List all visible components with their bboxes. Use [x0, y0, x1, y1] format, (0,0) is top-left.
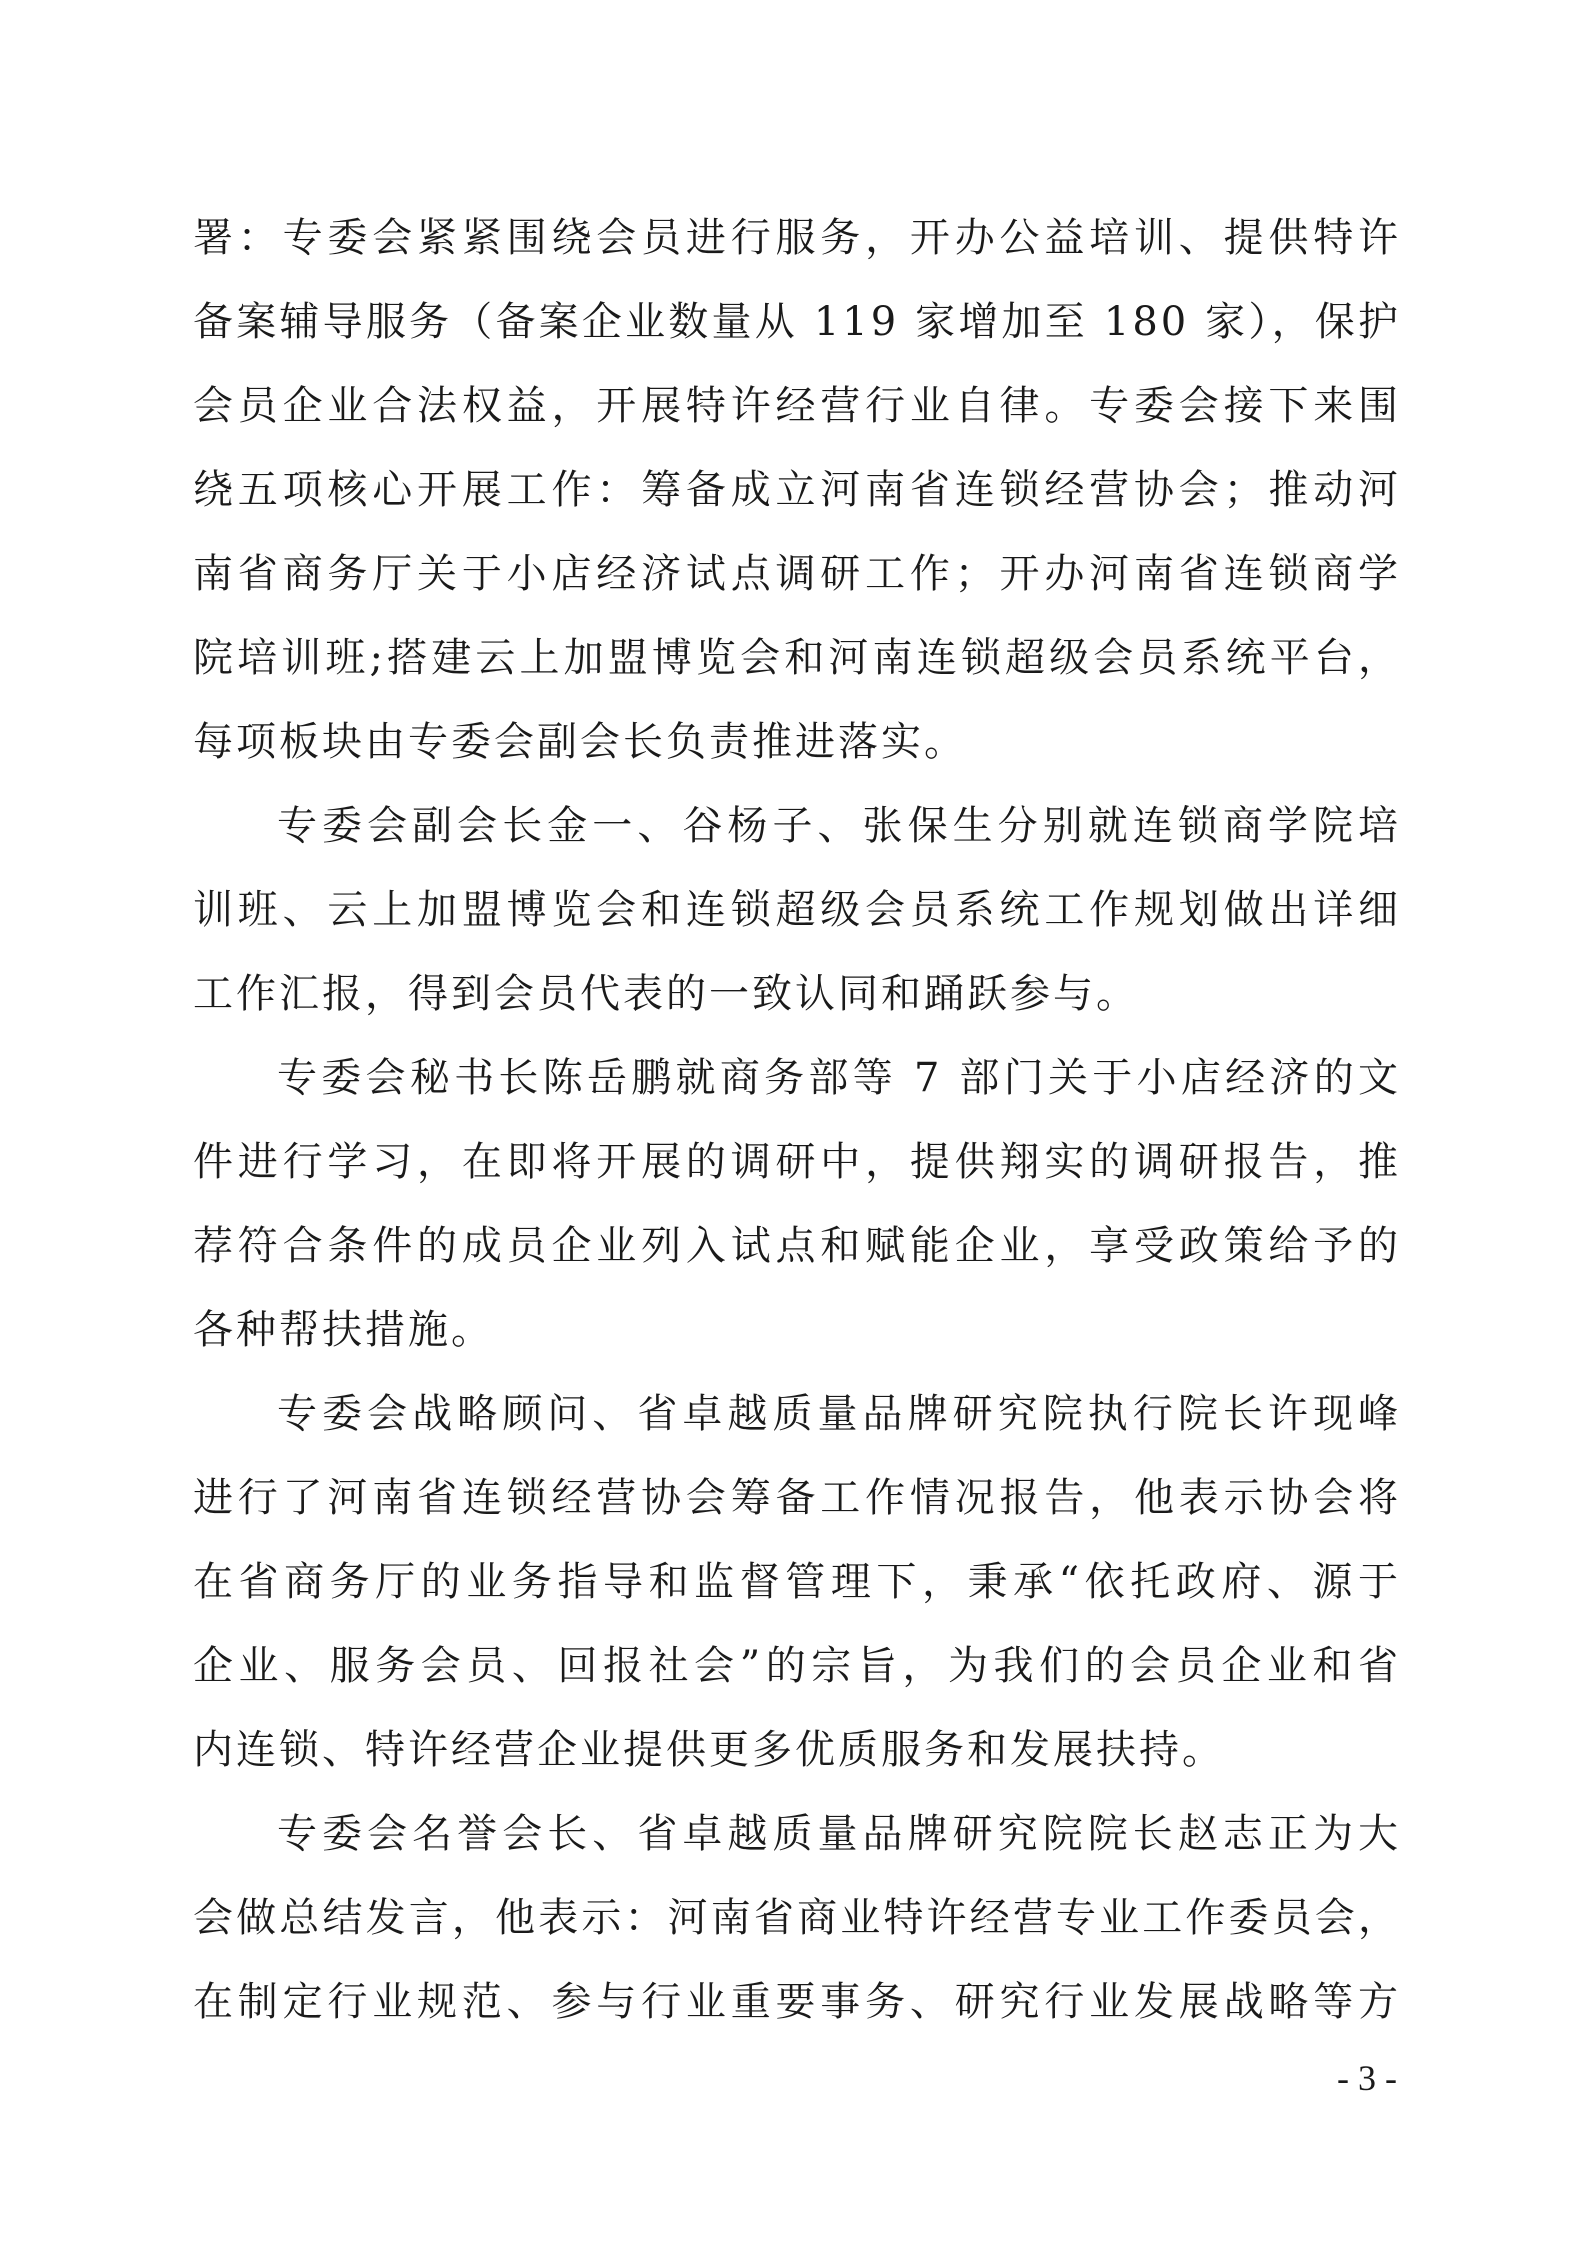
text-line: 内连锁、特许经营企业提供更多优质服务和发展扶持。	[193, 1727, 1225, 1773]
text-line: 在省商务厅的业务指导和监督管理下，秉承“依托政府、源于	[193, 1559, 1401, 1605]
paragraph-first-line: 专委会战略顾问、省卓越质量品牌研究院执行院长许现峰	[277, 1391, 1401, 1437]
text-line: 署：专委会紧紧围绕会员进行服务，开办公益培训、提供特许	[193, 215, 1401, 261]
text-line: 件进行学习，在即将开展的调研中，提供翔实的调研报告，推	[193, 1139, 1401, 1185]
text-line: 训班、云上加盟博览会和连锁超级会员系统工作规划做出详细	[193, 887, 1401, 933]
text-line: 工作汇报，得到会员代表的一致认同和踊跃参与。	[193, 971, 1139, 1017]
text-line: 备案辅导服务（备案企业数量从 119 家增加至 180 家），保护	[193, 299, 1401, 345]
text-line: 南省商务厅关于小店经济试点调研工作；开办河南省连锁商学	[193, 551, 1401, 597]
text-line: 每项板块由专委会副会长负责推进落实。	[193, 719, 967, 765]
text-line: 企业、服务会员、回报社会”的宗旨，为我们的会员企业和省	[193, 1643, 1401, 1689]
page-number: - 3 -	[1337, 2058, 1397, 2098]
paragraph-first-line: 专委会副会长金一、谷杨子、张保生分别就连锁商学院培	[277, 803, 1401, 849]
paragraph-first-line: 专委会秘书长陈岳鹏就商务部等 7 部门关于小店经济的文	[277, 1055, 1401, 1101]
text-line: 会做总结发言，他表示：河南省商业特许经营专业工作委员会，	[193, 1895, 1401, 1941]
text-line: 在制定行业规范、参与行业重要事务、研究行业发展战略等方	[193, 1979, 1401, 2025]
text-line: 进行了河南省连锁经营协会筹备工作情况报告，他表示协会将	[193, 1475, 1401, 1521]
text-line: 院培训班;搭建云上加盟博览会和河南连锁超级会员系统平台，	[193, 635, 1401, 681]
text-line: 会员企业合法权益，开展特许经营行业自律。专委会接下来围	[193, 383, 1401, 429]
text-line: 各种帮扶措施。	[193, 1307, 494, 1353]
text-line: 荐符合条件的成员企业列入试点和赋能企业，享受政策给予的	[193, 1223, 1401, 1269]
text-line: 绕五项核心开展工作：筹备成立河南省连锁经营协会；推动河	[193, 467, 1401, 513]
paragraph-first-line: 专委会名誉会长、省卓越质量品牌研究院院长赵志正为大	[277, 1811, 1401, 1857]
body-text	[193, 196, 1401, 2044]
